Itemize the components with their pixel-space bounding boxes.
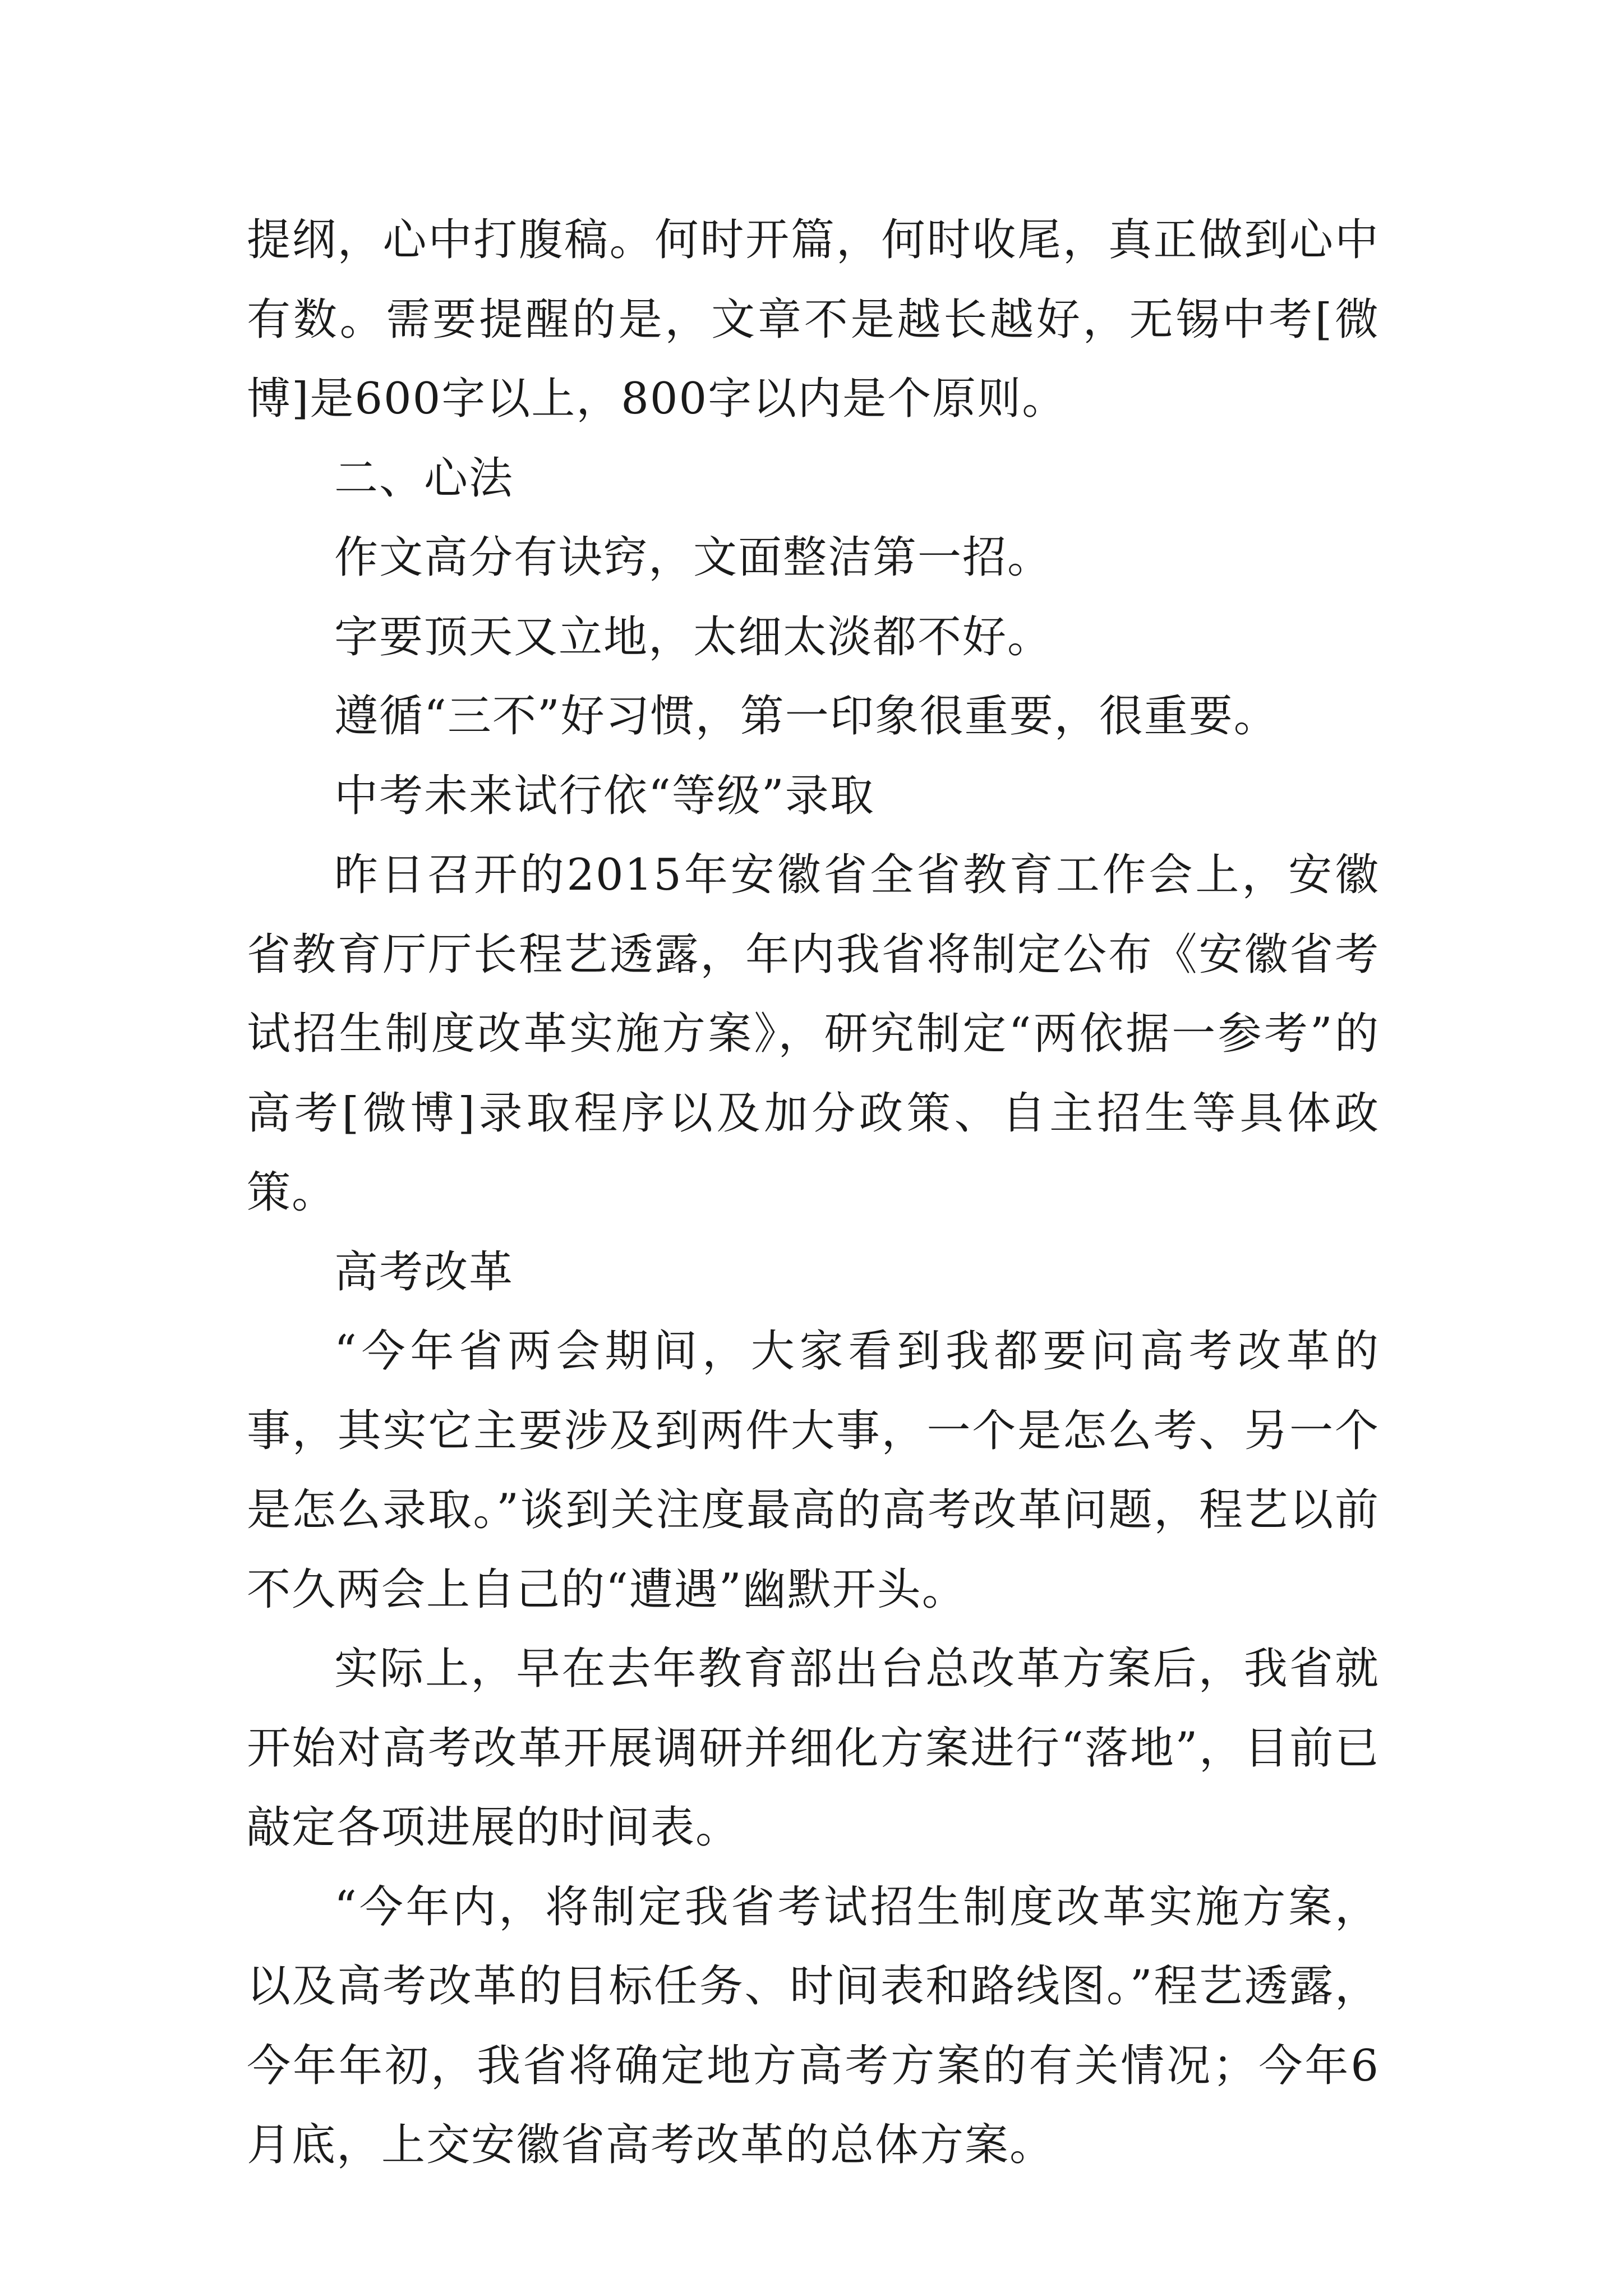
- paragraph-two-sessions-quote: “今年省两会期间，大家看到我都要问高考改革的事，其实它主要涉及到两件大事，一个是怎么考、另一个是怎么录取。”谈到关注度最高的高考改革问题，程艺以前不久两会上自己的“遭遇”幽默开头。: [247, 1326, 1380, 1615]
- heading-gaokao-reform: 高考改革: [334, 1246, 514, 1297]
- verse-line-3: 遵循“三不”好习惯，第一印象很重要，很重要。: [334, 691, 1279, 742]
- heading-mind-method: 二、心法: [334, 453, 514, 504]
- verse-line-1: 作文高分有诀窍，文面整洁第一招。: [334, 532, 1053, 583]
- paragraph-implementation-plan: “今年内，将制定我省考试招生制度改革实施方案，以及高考改革的目标任务、时间表和路线图。”程艺透露，今年年初，我省将确定地方高考方案的有关情况；今年6月底，上交安徽省高考改革的总体方案。: [247, 1881, 1380, 2170]
- document-body: [247, 201, 1380, 2185]
- verse-line-2: 字要顶天又立地，太细太淡都不好。: [334, 611, 1053, 662]
- paragraph-essay-outline: 提纲，心中打腹稿。何时开篇，何时收尾，真正做到心中有数。需要提醒的是，文章不是越长越好，无锡中考[微博]是600字以上，800字以内是个原则。: [247, 215, 1380, 424]
- heading-zhongkao-grading: 中考未来试行依“等级”录取: [334, 770, 875, 821]
- paragraph-reform-timeline: 实际上，早在去年教育部出台总改革方案后，我省就开始对高考改革开展调研并细化方案进行“落地”，目前已敲定各项进展的时间表。: [247, 1644, 1380, 1853]
- paragraph-education-conference: 昨日召开的2015年安徽省全省教育工作会上，安徽省教育厅厅长程艺透露，年内我省将制定公布《安徽省考试招生制度改革实施方案》，研究制定“两依据一参考”的高考[微博]录取程序以及加分政策、自主招生等具体政策。: [247, 850, 1380, 1218]
